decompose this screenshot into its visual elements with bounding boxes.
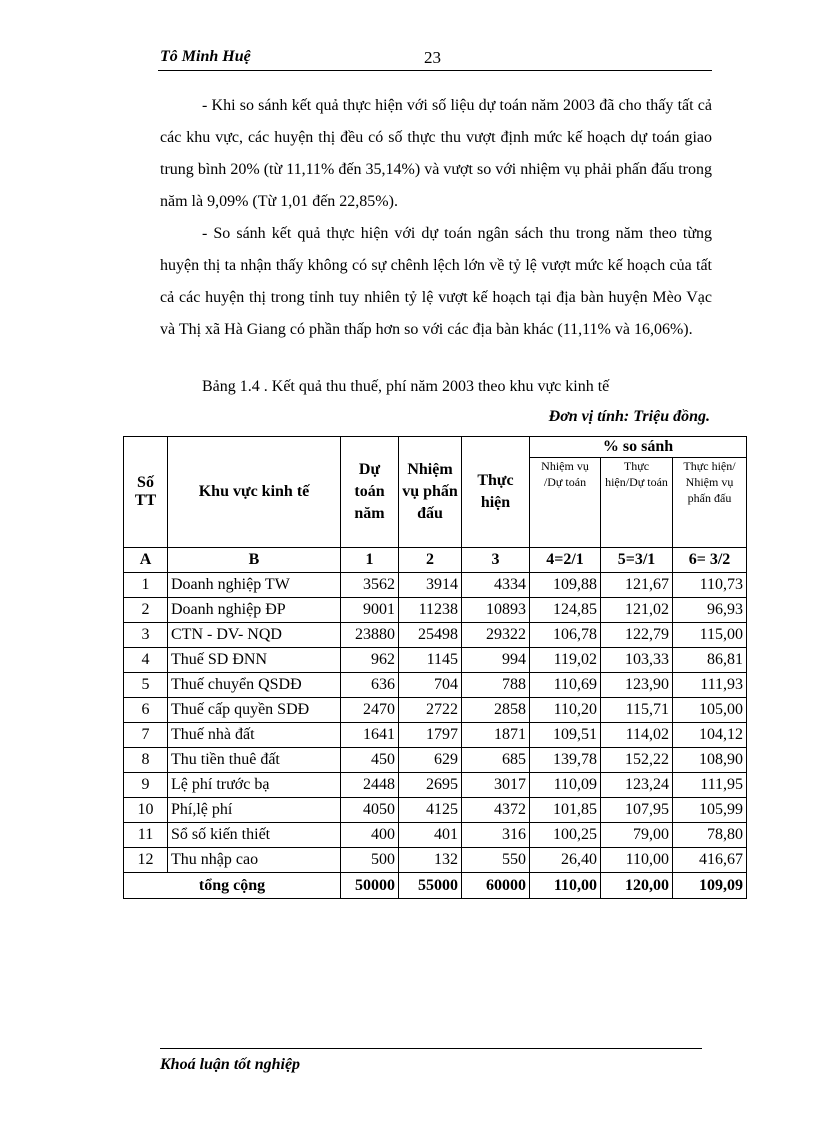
header-target: Nhiệm vụ phấn đấu: [399, 437, 462, 548]
header-cmp-target-estimate: Nhiệm vụ /Dự toán: [530, 458, 601, 548]
estimate-value: 636: [341, 673, 399, 698]
table-row: [124, 798, 747, 823]
cmp-actual-target: 96,93: [673, 598, 747, 623]
table-row: [124, 698, 747, 723]
estimate-value: 2470: [341, 698, 399, 723]
cmp-target-estimate: 109,51: [530, 723, 601, 748]
sector-name: Sổ số kiến thiết: [168, 823, 341, 848]
cmp-actual-estimate: 121,02: [601, 598, 673, 623]
target-value: 1145: [399, 648, 462, 673]
page-number: 23: [424, 48, 441, 67]
target-value: 629: [399, 748, 462, 773]
paragraph-2: - So sánh kết quả thực hiện với dự toán ngân sách thu trong năm theo từng huyện thị ta nhận thấy không có sự chênh lệch lớn về tỷ lệ vượt mức kế hoạch của tất cả các huyện thị trong tỉnh tuy nhiên tỷ lệ vượt kế hoạch tại địa bàn huyện Mèo Vạc và Thị xã Hà Giang có phần thấp hơn so với các địa bàn khác (11,11% và 16,06%).: [160, 225, 712, 338]
target-value: 132: [399, 848, 462, 873]
cmp-actual-estimate: 114,02: [601, 723, 673, 748]
header-actual: Thực hiện: [462, 437, 530, 548]
actual-value: 685: [462, 748, 530, 773]
total-cmp-actual-target: 109,09: [673, 873, 747, 899]
row-number: 3: [124, 623, 168, 648]
cmp-actual-target: 110,73: [673, 573, 747, 598]
author-name: Tô Minh Huệ: [160, 48, 251, 65]
cmp-target-estimate: 109,88: [530, 573, 601, 598]
estimate-value: 450: [341, 748, 399, 773]
footer-text: Khoá luận tốt nghiệp: [160, 1056, 301, 1073]
sector-name: Thu tiền thuê đất: [168, 748, 341, 773]
estimate-value: 400: [341, 823, 399, 848]
actual-value: 994: [462, 648, 530, 673]
table-row: [124, 748, 747, 773]
actual-value: 316: [462, 823, 530, 848]
cmp-target-estimate: 110,20: [530, 698, 601, 723]
estimate-value: 3562: [341, 573, 399, 598]
actual-value: 10893: [462, 598, 530, 623]
row-number: 10: [124, 798, 168, 823]
total-cmp-target-estimate: 110,00: [530, 873, 601, 899]
estimate-value: 23880: [341, 623, 399, 648]
header-cmp-actual-estimate: Thực hiện/Dự toán: [601, 458, 673, 548]
footer-divider: [160, 1048, 702, 1049]
cmp-target-estimate: 101,85: [530, 798, 601, 823]
cmp-actual-estimate: 107,95: [601, 798, 673, 823]
table-row: [124, 773, 747, 798]
actual-value: 788: [462, 673, 530, 698]
sector-name: Doanh nghiệp ĐP: [168, 598, 341, 623]
row-number: 11: [124, 823, 168, 848]
header-estimate: Dự toán năm: [341, 437, 399, 548]
cmp-actual-estimate: 103,33: [601, 648, 673, 673]
key-cell: 4=2/1: [530, 548, 601, 573]
row-number: 8: [124, 748, 168, 773]
table-row: [124, 848, 747, 873]
cmp-actual-target: 104,12: [673, 723, 747, 748]
row-number: 6: [124, 698, 168, 723]
cmp-actual-estimate: 79,00: [601, 823, 673, 848]
cmp-actual-target: 105,99: [673, 798, 747, 823]
cmp-target-estimate: 139,78: [530, 748, 601, 773]
actual-value: 29322: [462, 623, 530, 648]
total-row: [124, 873, 747, 899]
actual-value: 4372: [462, 798, 530, 823]
cmp-actual-target: 78,80: [673, 823, 747, 848]
cmp-actual-target: 416,67: [673, 848, 747, 873]
table-row: [124, 673, 747, 698]
row-number: 7: [124, 723, 168, 748]
table-row: [124, 823, 747, 848]
header-divider: [158, 70, 712, 71]
target-value: 3914: [399, 573, 462, 598]
actual-value: 3017: [462, 773, 530, 798]
cmp-actual-target: 111,93: [673, 673, 747, 698]
cmp-actual-target: 115,00: [673, 623, 747, 648]
table-unit: Đơn vị tính: Triệu đồng.: [548, 408, 710, 425]
sector-name: Thuế SD ĐNN: [168, 648, 341, 673]
row-number: 9: [124, 773, 168, 798]
cmp-actual-estimate: 152,22: [601, 748, 673, 773]
header-sector: Khu vực kinh tế: [168, 437, 341, 548]
sector-name: Lệ phí trước bạ: [168, 773, 341, 798]
cmp-target-estimate: 119,02: [530, 648, 601, 673]
actual-value: 4334: [462, 573, 530, 598]
table-caption: Bảng 1.4 . Kết quả thu thuế, phí năm 2003 theo khu vực kinh tế: [202, 378, 610, 395]
sector-name: Thuế cấp quyền SDĐ: [168, 698, 341, 723]
target-value: 4125: [399, 798, 462, 823]
key-cell: A: [124, 548, 168, 573]
header-compare: % so sánh: [530, 437, 747, 458]
total-cmp-actual-estimate: 120,00: [601, 873, 673, 899]
target-value: 2695: [399, 773, 462, 798]
cmp-actual-estimate: 121,67: [601, 573, 673, 598]
cmp-target-estimate: 100,25: [530, 823, 601, 848]
estimate-value: 2448: [341, 773, 399, 798]
paragraph-1: - Khi so sánh kết quả thực hiện với số liệu dự toán năm 2003 đã cho thấy tất cả các khu vực, các huyện thị đều có số thực thu vượt định mức kế hoạch dự toán giao trung bình 20% (từ 11,11% đến 35,14%) và vượt so với nhiệm vụ phải phấn đấu trong năm là 9,09% (Từ 1,01 đến 22,85%).: [160, 97, 712, 210]
table-row: [124, 598, 747, 623]
key-cell: 5=3/1: [601, 548, 673, 573]
cmp-actual-target: 108,90: [673, 748, 747, 773]
key-cell: B: [168, 548, 341, 573]
key-cell: 3: [462, 548, 530, 573]
column-key-row: [124, 548, 747, 573]
sector-name: Thuế nhà đất: [168, 723, 341, 748]
total-target: 55000: [399, 873, 462, 899]
key-cell: 6= 3/2: [673, 548, 747, 573]
key-cell: 1: [341, 548, 399, 573]
cmp-target-estimate: 26,40: [530, 848, 601, 873]
sector-name: Thu nhập cao: [168, 848, 341, 873]
estimate-value: 962: [341, 648, 399, 673]
row-number: 1: [124, 573, 168, 598]
row-number: 5: [124, 673, 168, 698]
total-label: tổng cộng: [124, 873, 341, 899]
estimate-value: 9001: [341, 598, 399, 623]
estimate-value: 500: [341, 848, 399, 873]
table-row: [124, 723, 747, 748]
sector-name: Phí,lệ phí: [168, 798, 341, 823]
target-value: 2722: [399, 698, 462, 723]
row-number: 2: [124, 598, 168, 623]
actual-value: 1871: [462, 723, 530, 748]
actual-value: 2858: [462, 698, 530, 723]
tax-results-table: [123, 436, 747, 899]
table-row: [124, 623, 747, 648]
table-row: [124, 648, 747, 673]
target-value: 1797: [399, 723, 462, 748]
total-estimate: 50000: [341, 873, 399, 899]
cmp-actual-target: 111,95: [673, 773, 747, 798]
row-number: 4: [124, 648, 168, 673]
cmp-actual-estimate: 122,79: [601, 623, 673, 648]
header-stt: Số TT: [124, 437, 168, 548]
cmp-actual-estimate: 123,24: [601, 773, 673, 798]
sector-name: CTN - DV- NQD: [168, 623, 341, 648]
cmp-target-estimate: 110,09: [530, 773, 601, 798]
table-row: [124, 573, 747, 598]
estimate-value: 1641: [341, 723, 399, 748]
key-cell: 2: [399, 548, 462, 573]
sector-name: Doanh nghiệp TW: [168, 573, 341, 598]
total-actual: 60000: [462, 873, 530, 899]
estimate-value: 4050: [341, 798, 399, 823]
cmp-actual-estimate: 115,71: [601, 698, 673, 723]
cmp-target-estimate: 110,69: [530, 673, 601, 698]
header-cmp-actual-target: Thực hiện/ Nhiệm vụ phấn đấu: [673, 458, 747, 548]
target-value: 25498: [399, 623, 462, 648]
cmp-actual-estimate: 110,00: [601, 848, 673, 873]
sector-name: Thuế chuyển QSDĐ: [168, 673, 341, 698]
cmp-actual-target: 105,00: [673, 698, 747, 723]
cmp-actual-estimate: 123,90: [601, 673, 673, 698]
cmp-target-estimate: 124,85: [530, 598, 601, 623]
actual-value: 550: [462, 848, 530, 873]
cmp-target-estimate: 106,78: [530, 623, 601, 648]
target-value: 704: [399, 673, 462, 698]
cmp-actual-target: 86,81: [673, 648, 747, 673]
row-number: 12: [124, 848, 168, 873]
target-value: 401: [399, 823, 462, 848]
target-value: 11238: [399, 598, 462, 623]
